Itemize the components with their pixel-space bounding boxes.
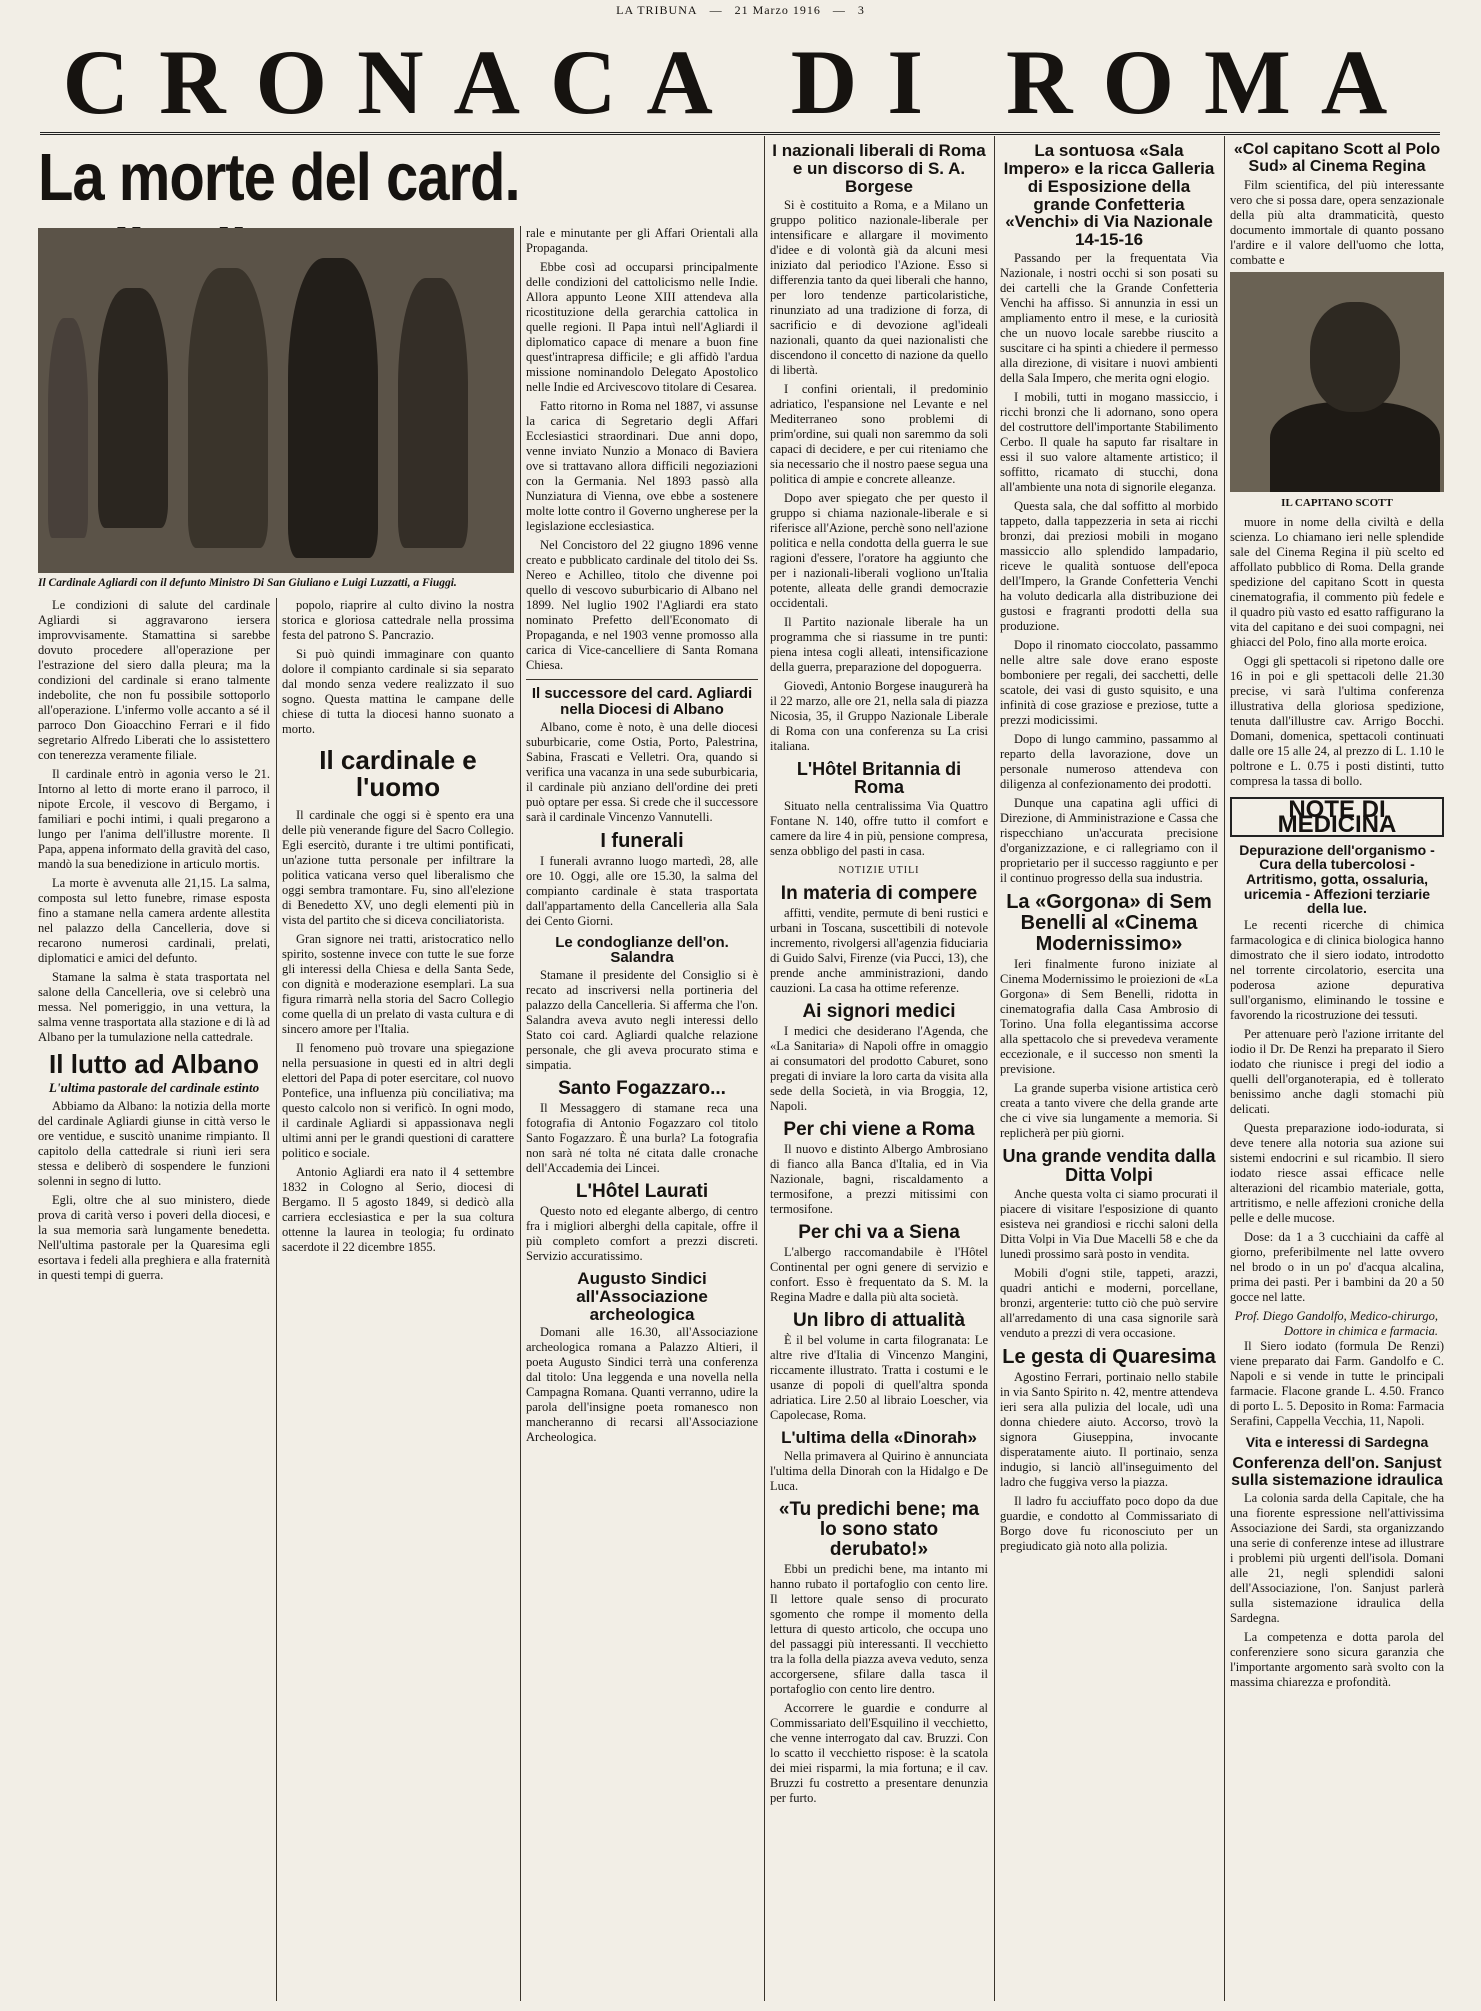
- paragraph: Ieri finalmente furono iniziate al Cinema Modernissimo le proiezioni de «La Gorgona» di Sem Benelli, ridotta in cinematografia dalla Casa Ambrosio di Torino. Una folla elegantissima accorse alla spettacolo che si prevedeva veramente eccezionale, e il successo non smentì la previsione.: [1000, 957, 1218, 1077]
- heading-hotel-britannia: L'Hôtel Britannia di Roma: [796, 758, 962, 798]
- page-top-line: LA TRIBUNA — 21 Marzo 1916 — 3: [616, 2, 865, 17]
- heading-va-siena: Per chi va a Siena: [798, 1222, 960, 1244]
- heading-condoglianze: Le condoglianze dell'on. Salandra: [555, 933, 729, 967]
- paragraph: Il Siero iodato (formula De Renzi) viene preparato dai Farm. Gandolfo e C. Napoli e si vende in tutte le principali farmacie. Flacone grande L. 4.50. Franco di porto L. 5. Deposito in Roma: Farmacia Serafini, Cappella Vecchia, 11, Napoli.: [1230, 1339, 1444, 1429]
- paper-name: LA TRIBUNA: [616, 2, 698, 17]
- paragraph: Dunque una capatina agli uffici di Direzione, di Amministrazione e Cassa che rispecchiano un'accurata precisione d'organizzazione, e ci rallegriamo con il proprietario per il successo raggiunto e per il continuo progresso della sua industria.: [1000, 796, 1218, 886]
- heading-nazionali-liberali: I nazionali liberali di Roma e un discorso di S. A. Borgese: [772, 141, 986, 196]
- heading-hotel-laurati: L'Hôtel Laurati: [575, 1180, 709, 1202]
- paragraph: La morte è avvenuta alle 21,15. La salma, composta sul letto funebre, rimase esposta fino a stamane nella camera ardente allestita nel palazzo della Cancelleria, dove si recarono numerosi cardinali, prelati, diplomatici e amici del defunto.: [38, 876, 270, 965]
- paragraph: È il bel volume in carta filogranata: Le altre rive d'Italia di Vincenzo Mangini, riccamente illustrato. Tratta i costumi e le usanze di popoli di quell'altra sponda adriatica. Lire 2.50 al libraio Loescher, via Capolecase, Roma.: [770, 1333, 988, 1422]
- paragraph: Il ladro fu acciuffato poco dopo da due guardie, e condotto al Commissariato di Borgo dove fu riconosciuto per un pregiudicato già noto alla polizia.: [1000, 1493, 1218, 1553]
- heading-lutto-albano: Il lutto ad Albano: [49, 1049, 259, 1079]
- paragraph: Per attenuare però l'azione irritante del iodio il Dr. De Renzi ha preparato il Siero iodato che riunisce i pregi del iodio a quelli dell'organoterapia, ed è tollerato benissimo anche dagli stomachi più delicati.: [1230, 1027, 1444, 1117]
- column-rule: [520, 226, 521, 2001]
- paragraph: Questa sala, che dal soffitto al morbido tappeto, dalla tappezzeria in seta ai ricchi bronzi, dai preziosi mobili in mogano massiccio allo splendido lampadario, riceve le qualità sontuose dell'epoca dell'Impero, la Grande Confetteria Venchi ha voluto dedicarla alla distribuzione dei gustosi e fragranti prodotti della sua produzione.: [1000, 499, 1218, 634]
- column-4: [770, 136, 988, 2001]
- column-rule: [994, 136, 995, 2001]
- paragraph: Il cardinale che oggi si è spento era una delle più venerande figure del Sacro Collegio. Egli esercitò, durante i tre ultimi pontificati, un'azione tutta personale per infiltrare la politica vaticana verso quel liberalismo che oggi sembra tramontare. Fu, sino all'elezione di Benedetto XV, uno degli elementi più in vista del partito che si diceva conciliatorista.: [282, 807, 514, 927]
- heading-compere: In materia di compere: [780, 883, 978, 905]
- paragraph: Fatto ritorno in Roma nel 1887, vi assunse la carica di Segretario degli Affari Ecclesiastici straordinari. Due anni dopo, venne inviato Nunzio a Monaco di Baviera ove si trattavano allora difficili negoziazioni con la Germania. Nel 1893 passò alla Nunziatura di Vienna, ove ebbe a sostenere molte lotte contro il Governo ungherese per la legislazione ecclesiastica.: [526, 399, 758, 533]
- paragraph: Agostino Ferrari, portinaio nello stabile in via Santo Spirito n. 42, mentre attendeva ieri sera alla pulizia del locale, udì una donna chiedere aiuto. Accorso, trovò la signora Giuseppina, invocante disperatamente aiuto. Il portinaio, senza indugio, si lanciò all'inseguimento del ladro che fuggiva verso la piazza.: [1000, 1369, 1218, 1489]
- paragraph: Film scientifica, del più interessante vero che si possa dare, opera senzazionale della più alta drammaticità, questo documento immortale di quanto possano l'ardire e il valore dell'uomo che lotta, combatte e: [1230, 177, 1444, 267]
- paragraph: Questo noto ed elegante albergo, di centro fra i migliori alberghi della capitale, offre il più completo comfort a prezzi discreti. Servizio accuratissimo.: [526, 1203, 758, 1263]
- portrait-caption: IL CAPITANO SCOTT: [1281, 496, 1393, 509]
- heading-depurazione: Depurazione dell'organismo - Cura della tubercolosi - Artritismo, gotta, ossaluria, uricemia - Affezioni terziarie della lue.: [1239, 841, 1435, 917]
- scott-portrait: [1230, 272, 1444, 492]
- heading-dinorah: L'ultima della «Dinorah»: [781, 1428, 977, 1447]
- paragraph: Dopo aver spiegato che per questo il gruppo si chiama nazionale-liberale e si riferisce all'Azione, perchè sono nell'azione politica e nella condotta della guerra le sue ragioni d'essere, l'oratore ha aggiunto che per i nazionali-liberali vogliono un'Italia potente, alleata delle grandi democrazie occidentali.: [770, 490, 988, 610]
- paragraph: Il cardinale entrò in agonia verso le 21. Intorno al letto di morte erano il parroco, il nipote Ercole, il vescovo di Bergamo, i familiari e pochi intimi, i quali pregarono a lungo per l'anima dell'illustre morente. Il Papa, appena informato della gravità del caso, mandò la sua benedizione in articulo mortis.: [38, 767, 270, 871]
- paragraph: La competenza e dotta parola del conferenziere sono sicura garanzia che l'importante argomento sarà svolto con la massima chiarezza e profondità.: [1230, 1630, 1444, 1690]
- paragraph: I mobili, tutti in mogano massiccio, i ricchi bronzi che li adornano, sono opera del costruttore dell'importante Stabilimento Cerbo. Il quale ha saputo far risaltare in essi il suo valore altamente artistico; il soffitto, ricamato di stucchi, dona all'ambiente una nota di signorile eleganza.: [1000, 390, 1218, 495]
- paragraph: Le condizioni di salute del cardinale Agliardi si aggravarono iersera improvvisamente. Stamattina si sarebbe dovuto procedere all'operazione per l'estrazione del siero dalla pleura; ma la condizioni del cardinale si erano talmente indebolite, che non fu possibile sottoporlo all'operazione. L'infermo volle accanto a sé il parroco Don Gioacchino Ferrari e il fido segretario Alfredo Liberati che lo assistettero con tenerezza veramente filiale.: [38, 598, 270, 762]
- notizie-utili-label: NOTIZIE UTILI: [838, 865, 920, 877]
- signature: Prof. Diego Gandolfo, Medico-chirurgo, Dottore in chimica e farmacia.: [1234, 1309, 1438, 1339]
- paragraph: Albano, come è noto, è una delle diocesi suburbicarie, come Ostia, Porto, Palestrina, Sabina, Frascati e Velletri. Ora, quando si verifica una vacanza in una sede suburbicaria, il cardinale più anziano dell'ordine dei preti può optare per essa. Si crede che il successore sarà il cardinale Vincenzo Vannutelli.: [526, 719, 758, 824]
- paragraph: Dose: da 1 a 3 cucchiaini da caffè al giorno, preferibilmente nel latte ovvero nel brodo o in un po' d'acqua alcalina, prima dei pasti. Per i bambini da 20 a 50 gocce nel latte.: [1230, 1230, 1444, 1305]
- page-number: 3: [857, 2, 865, 17]
- column-2: [282, 598, 514, 2001]
- paragraph: Antonio Agliardi era nato il 4 settembre 1832 in Cologno al Serio, diocesi di Bergamo. Il 5 agosto 1849, si dedicò alla carriera ecclesiastica e per la sua coltura ottenne la laurea in teologia; fu ordinato sacerdote il 22 dicembre 1855.: [282, 1164, 514, 1254]
- paragraph: Anche questa volta ci siamo procurati il piacere di visitare l'esposizione di quanto esisteva nei grandiosi e ricchi saloni della Ditta Volpi in Via Due Macelli 58 e che da lunedì prossimo sarà posto in vendita.: [1000, 1186, 1218, 1261]
- heading-augusto-sindici: Augusto Sindici all'Associazione archeologica: [576, 1268, 708, 1324]
- paragraph: Le recenti ricerche di chimica farmacologica e di clinica biologica hanno dimostrato che il siero iodato, introdotto nel torrente circolatorio, esercita una poderosa azione depurativa sull'organismo, eliminando le tossine e favorendo la ricostruzione dei tessuti.: [1230, 918, 1444, 1023]
- lead-headline: La morte del card.: [38, 140, 520, 215]
- paragraph: Mobili d'ogni stile, tappeti, arazzi, quadri antichi e moderni, porcellane, bronzi, argenterie: tutto ciò che può servire all'arredamento di una casa signorile sarà venduto a prezzi di vera occasione.: [1000, 1265, 1218, 1340]
- paragraph: La grande superba visione artistica cerò creata a tanto vivere che della grande arte che ci vive sia lungamente a memoria. Si replicherà per più giorni.: [1000, 1081, 1218, 1141]
- agliardi-photo: [38, 228, 514, 573]
- paragraph: Si può quindi immaginare con quanto dolore il compianto cardinale si sia separato dal mondo senza vedere realizzato il suo sogno. Questa mattina le campane delle chiese di tutta la diocesi hanno suonato a morto.: [282, 647, 514, 736]
- section-title: CRONACA DI ROMA: [62, 31, 1418, 133]
- paragraph: Nel Concistoro del 22 giugno 1896 venne creato e pubblicato cardinale del titolo dei Ss. Nereo e Achilleo, titolo che divenne poi quello di vescovo suburbicario di Albano nel 1899. Nel luglio 1902 l'Agliardi era stato nominato Prefetto dell'Economato di Propaganda, e nel 1903 venne promosso alla carica di Vice-cancelliere di Santa Romana Chiesa.: [526, 538, 758, 672]
- paragraph: Il Partito nazionale liberale ha un programma che si riassume in tre punti: piena intesa cogli alleati, intensificazione della guerra, preparazione del dopoguerra.: [770, 614, 988, 674]
- paragraph: Giovedì, Antonio Borgese inaugurerà ha il 22 marzo, alle ore 21, nella sala di piazza Nicosia, 35, il Gruppo Nazionale Liberale di Roma con una conferenza su La crisi italiana.: [770, 678, 988, 753]
- heading-gorgona: La «Gorgona» di Sem Benelli al «Cinema Modernissimo»: [1006, 891, 1212, 956]
- paragraph: La colonia sarda della Capitale, che ha una fiorente espressione nell'attivissima Associazione dei Sardi, sta organizzando una serie di conferenze intese ad illustrare i problemi più urgenti dell'isola. Domani alle 21, negli splendidi saloni dell'Associazione, l'on. Sanjust parlerà sulla sistemazione idraulica della Sardegna.: [1230, 1491, 1444, 1626]
- photo-block: [38, 228, 514, 592]
- paragraph: Accorrere le guardie e condurre al Commissariato dell'Esquilino il vecchietto, che venne interrogato dal cav. Bruzzi. Con lo scatto il vecchietto rispose: è la scatola dei miei risparmi, la mia fortuna; e il cav. Bruzzi fu costretto a presentare denunzia per furto.: [770, 1700, 988, 1805]
- paragraph: I funerali avranno luogo martedì, 28, alle ore 10. Oggi, alle ore 15.30, la salma del compianto cardinale è stata trasportata dall'appartamento della Cancelleria alla Sala dei Cento Giorni.: [526, 853, 758, 928]
- paragraph: Egli, oltre che al suo ministero, diede prova di carità verso i poveri della diocesi, e la sua memoria sarà lungamente benedetta. Nell'ultima pastorale per la Quaresima egli esortava i fedeli alla preghiera e alla fraternità in questi tempi di guerra.: [38, 1193, 270, 1283]
- paragraph: Ebbe così ad occuparsi principalmente delle condizioni del cattolicismo nelle Indie. Allora appunto Leone XIII attendeva alla ricostituzione della gerarchia cattolica in quelle regioni. Il Papa intuì nell'Agliardi il diplomatico capace di menare a buon fine quest'intrapresa difficile; e gli affidò l'ardua missione nominandolo Delegato Apostolico nelle Indie ed Arcivescovo titolare di Cesarea.: [526, 260, 758, 394]
- heading-tu-predichi-bene: «Tu predichi bene; ma lo sono stato derubato!»: [778, 1498, 980, 1560]
- paragraph: I confini orientali, il predominio adriatico, l'espansione nel Levante e nel Mediterraneo sono problemi di prim'ordine, sui quali non saremmo da soli capaci di decidere, e per cui riteniamo che sia necessario che il nostro paese segua una politica di ampie e concrete alleanze.: [770, 381, 988, 486]
- paragraph: muore in nome della civiltà e della scienza. Lo chiamano ieri nelle splendide sale del Cinema Regina il più scelto ed affollato pubblico di Roma. Della grande spedizione del capitano Scott in questa cinematografia, il commento più fedele e il quadro più vasto ed esatto raffigurano la vita del capitano e dei suoi compagni, nei ghiacci del Polo, fino alla morte eroica.: [1230, 514, 1444, 649]
- heading-cardinale-uomo: Il cardinale e l'uomo: [319, 745, 477, 803]
- paragraph: Passando per la frequentata Via Nazionale, i nostri occhi si son posati su dei cartelli che la Grande Confetteria Venchi ha affisso. Si annunzia in essi un ampliamento entro il mese, e la curiosità che un nuovo locale sarebbe riuscito a suscitare ci ha spinti a chiedere il permesso alla direzione, di visitare i nuovi ambienti della Sala Impero, che merita ogni elogio.: [1000, 251, 1218, 386]
- paragraph: Dopo di lungo cammino, passammo al reparto della lavorazione, dove un personale numeroso attendeva con diligenza al confezionamento dei prodotti.: [1000, 732, 1218, 792]
- paragraph: affitti, vendite, permute di beni rustici e urbani in Toscana, suscettibili di notevole incremento, rivolgersi all'agenzia fiduciaria di Guido Salvi, Firenze (via Pucci, 13), che prende anche amministrazioni, dando cauzioni. La casa ha ottime referenze.: [770, 906, 988, 996]
- paragraph: Questa preparazione iodo-iodurata, si deve tenere alla notoria sua azione sui sistemi endocrini e sul ricambio. Il siero iodato riesce assai efficace nelle alterazioni del ricambio materiale, gotta, artritismo, e nelle affezioni croniche della pelle e delle mucose.: [1230, 1121, 1444, 1226]
- paragraph: Abbiamo da Albano: la notizia della morte del cardinale Agliardi giunse in città verso le ore ventidue, e suscitò unanime rimpianto. Il capitolo della cattedrale si riunì ieri sera stessa e deliberò di sospendere le funzioni solenni in segno di lutto.: [38, 1099, 270, 1189]
- column-rule: [764, 136, 765, 2001]
- paragraph: popolo, riaprire al culto divino la nostra storica e gloriosa cattedrale nella prossima festa del patrono S. Pancrazio.: [282, 598, 514, 642]
- paragraph: Dopo il rinomato cioccolato, passammo nelle altre sale dove erano esposte bomboniere per regali, dei sacchetti, delle scatole, dei vasi di gusto squisito, e una infinità di cose graziose e preziose, tutte a prezzi modicissimi.: [1000, 638, 1218, 728]
- subheading-pastorale: L'ultima pastorale del cardinale estinto: [48, 1080, 260, 1096]
- paragraph: Domani alle 16.30, all'Associazione archeologica romana a Palazzo Altieri, il poeta Augusto Sindici terrà una conferenza dal titolo: Una leggenda e una novella nella Campagna Romana. Quanti verranno, udire la parola dell'insigne poeta romanesco non mancheranno di recarsi all'Associazione Archeologica.: [526, 1325, 758, 1445]
- heading-vita-sardegna: Vita e interessi di Sardegna: [1245, 1434, 1429, 1451]
- column-6: [1230, 136, 1444, 2001]
- paragraph: Situato nella centralissima Via Quattro Fontane N. 140, offre tutto il comfort e camere da lire 4 in più, pensione compresa, senza obbligo del pasti in casa.: [770, 799, 988, 859]
- column-1: [38, 598, 270, 2001]
- paragraph: Il Messaggero di stamane reca una fotografia di Antonio Fogazzaro col titolo Santo Fogazzaro. È una burla? La fotografia non sarà né tolta né citata dalle cronache dell'Accademia dei Lincei.: [526, 1100, 758, 1175]
- issue-date: 21 Marzo 1916: [734, 2, 821, 17]
- heading-note-medicina: NOTE DI MEDICINA: [1230, 797, 1444, 837]
- paragraph: Stamane il presidente del Consiglio si è recato ad inscriversi nella portineria del palazzo della Cancelleria. Si afferma che l'on. Salandra aveva avuto negli interessi dello Stato coi card. Agliardi qualche relazione personale, che gli aveva procurato stima e simpatia.: [526, 968, 758, 1072]
- section-masthead: [40, 32, 1440, 135]
- heading-successore: Il successore del card. Agliardi nella Diocesi di Albano: [531, 685, 753, 718]
- heading-conferenza-sanjust: Conferenza dell'on. Sanjust sulla sistemazione idraulica: [1231, 1454, 1443, 1489]
- photo-caption: Il Cardinale Agliardi con il defunto Ministro Di San Giuliano e Luigi Luzzatti, a Fiuggi.: [38, 577, 457, 589]
- heading-viene-roma: Per chi viene a Roma: [783, 1119, 975, 1141]
- heading-funerali: I funerali: [600, 829, 684, 852]
- paragraph: Nella primavera al Quirino è annunciata l'ultima della Dinorah con la Hidalgo e De Luca.: [770, 1448, 988, 1493]
- divider: [526, 679, 758, 680]
- column-5: [1000, 136, 1218, 2001]
- column-rule: [1224, 136, 1225, 2001]
- heading-capitano-scott: «Col capitano Scott al Polo Sud» al Cinema Regina: [1233, 141, 1441, 175]
- heading-ditta-volpi: Una grande vendita dalla Ditta Volpi: [1002, 1146, 1216, 1185]
- heading-libro-attualita: Un libro di attualità: [792, 1310, 966, 1332]
- paragraph: Ebbi un predichi bene, ma intanto mi hanno rubato il portafoglio con cento lire. Il lettore quale senso di procurato sgomento che rompe il momento della lettura di questo articolo, che occupa uno del passaggi più interessanti. Il vecchietto tra la folla della piazza aveva veduto, senza accorgersene, sfilare dalla tasca il portafoglio con cento lire dentro.: [770, 1561, 988, 1696]
- column-rule: [276, 598, 277, 2001]
- paragraph: Il fenomeno può trovare una spiegazione nella persuasione in questi ed in altri degli elettori del Papa di poter esercitare, col nuovo Pontefice, una influenza più conciliativa; ma questo calcolo non si verificò. In ogni modo, il cardinale Agliardi si appassionava negli ultimi anni per le grandi questioni di carattere politico e sociale.: [282, 1040, 514, 1160]
- paragraph: Il nuovo e distinto Albergo Ambrosiano di fianco alla Banca d'Italia, ed in Via Nazionale, bagni, riscaldamento a termosifone, a prezzi mitissimi con termosifone.: [770, 1142, 988, 1217]
- paragraph: Stamane la salma è stata trasportata nel salone della Cancelleria, ove si celebrò una messa. Nel pomeriggio, in una vettura, la salma venne trasportata alla stazione e di là ad Albano per la tumulazione nella cattedrale.: [38, 970, 270, 1044]
- heading-sala-impero: La sontuosa «Sala Impero» e la ricca Galleria di Esposizione della grande Confetteria «Venchi» di Via Nazionale 14-15-16: [1003, 141, 1215, 250]
- heading-santo-fogazzaro: Santo Fogazzaro...: [558, 1078, 726, 1099]
- paragraph: Gran signore nei tratti, aristocratico nello spirito, sostenne invece con tutte le sue forze gli interessi della Chiesa e della Santa Sede, con dignità e moderazione esemplari. La sua figura rimarrà nella storia del Sacro Collegio come quella di un prelato di vasta cultura e di sincero amore per l'Italia.: [282, 931, 514, 1036]
- paragraph: Si è costituito a Roma, e a Milano un gruppo politico nazionale-liberale per intensificare e allargare il movimento d'idee e di volontà già da alcuni mesi iniziato dal periodico l'Azione. Esso si differenzia tanto da quei liberali che hanno, per loro tendenze particolaristiche, rinunziato ad una tradizione di forza, di sacrificio e di devozione agl'ideali nazionali, quanto da quei nazionalisti che discendono il concetto di nazione da quello di libertà.: [770, 197, 988, 377]
- heading-gesta-quaresima: Le gesta di Quaresima: [1002, 1345, 1216, 1368]
- paragraph: I medici che desiderano l'Agenda, che «La Sanitaria» di Napoli offre in omaggio ai consumatori del prodotto Caburet, sono pregati di inviare la loro carta da visita alla sede della Società, in via Broggia, 12, Napoli.: [770, 1024, 988, 1114]
- paragraph: L'albergo raccomandabile è l'Hôtel Continental per ogni genere di servizio e confort. Esso è frequentato da S. M. la Regina Madre e dalla più alta società.: [770, 1245, 988, 1305]
- paragraph: rale e minutante per gli Affari Orientali alla Propaganda.: [526, 226, 758, 255]
- heading-signori-medici: Ai signori medici: [802, 1001, 956, 1023]
- column-3: [526, 226, 758, 2001]
- paragraph: Oggi gli spettacoli si ripetono dalle ore 16 in poi e gli spettacoli delle 21.30 precise, vi sarà l'ultima conferenza illustrativa della gloriosa spedizione, tenuta dall'illustre cav. Arrigo Bocchi. Domani, domenica, spettacoli continuati dalle ore 15 alle 24, al prezzo di L. 1.10 le poltrone e L. 0.75 i posti distinti, tutto compresa la tassa di bollo.: [1230, 653, 1444, 788]
